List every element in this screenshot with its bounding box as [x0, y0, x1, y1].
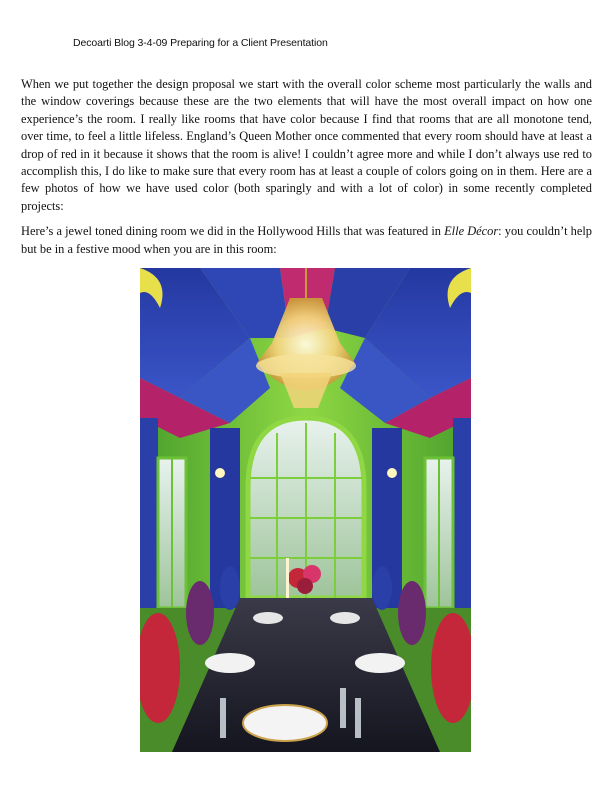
page-header: Decoarti Blog 3-4-09 Preparing for a Client Presentation — [73, 37, 328, 49]
dining-room-text-end: : you couldn’t help but be in a festive mood when you are in this room: — [21, 224, 592, 256]
dining-room-paragraph — [21, 223, 592, 258]
intro-paragraph: When we put together the design proposal we start with the overall color scheme most particularly the walls and the window coverings because these are the two elements that will have the most overall impact on how one experience’s the room. I really like rooms that have color because I find that rooms that are all monotone tend, over time, to feel a little lifeless. England’s Queen Mother once commented that every room should have at least a drop of red in it because it shows that the room is alive! I couldn’t agree more and while I don’t always use red to accomplish this, I do like to make sure that every room has at least a couple of colors going on in them. Here are a few photos of how we have used color (both sparingly and with a lot of color) in some recently completed projects: — [21, 77, 592, 213]
dining-room-illustration — [140, 268, 471, 752]
magazine-name: Elle Décor — [444, 224, 499, 239]
dining-room-photo — [140, 268, 471, 752]
article-body — [21, 76, 592, 258]
dining-room-text-start: Here’s a jewel toned dining room we did in the Hollywood Hills that was featured in — [21, 224, 445, 239]
